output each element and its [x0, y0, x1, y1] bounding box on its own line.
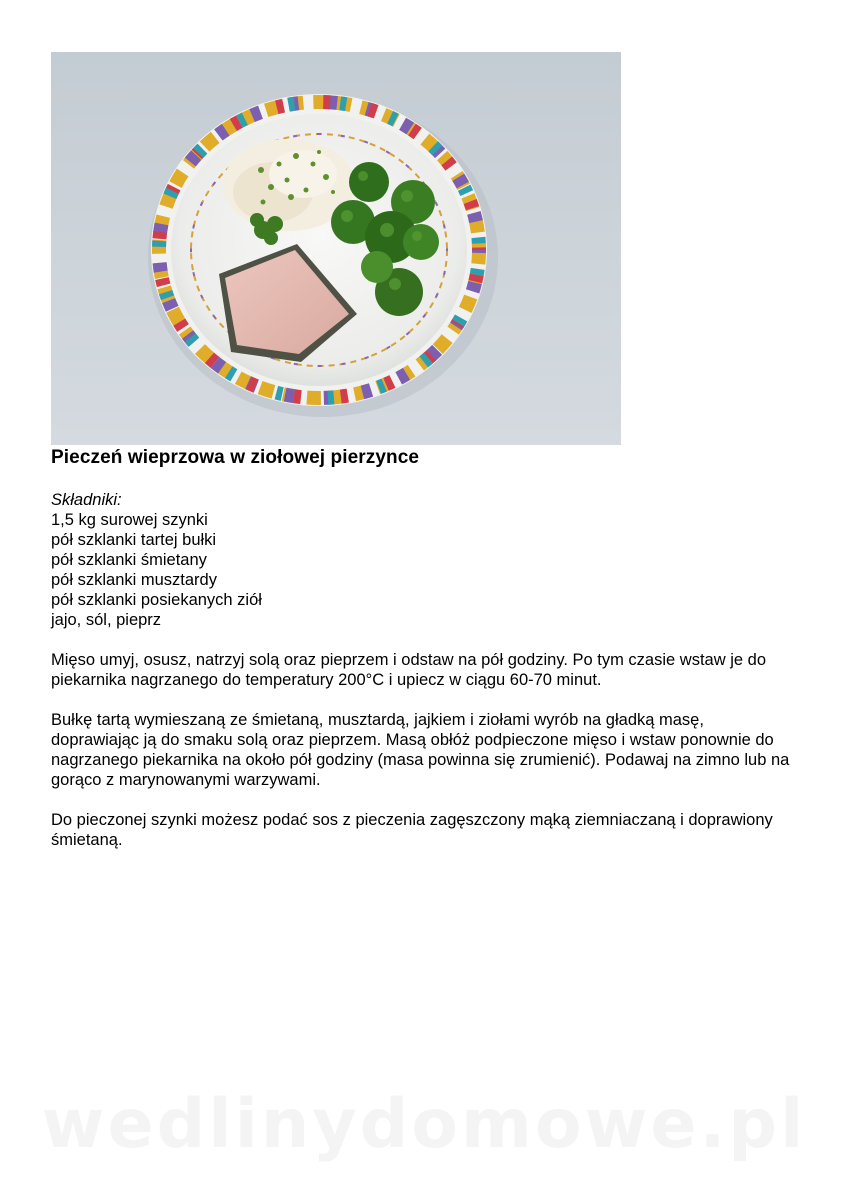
plate-illustration	[51, 52, 621, 445]
recipe-photo	[51, 52, 621, 445]
ingredient-item: pół szklanki posiekanych ziół	[51, 591, 262, 609]
instructions-paragraph: Mięso umyj, osusz, natrzyj solą oraz pieprzem i odstaw na pół godziny. Po tym czasie wstaw je do piekarnika nagrzanego do temperatury 200°C i upiecz w ciągu 60-70 minut.	[51, 651, 766, 689]
ingredients-list	[51, 510, 791, 630]
recipe-body	[51, 490, 791, 850]
watermark: wedlinydomowe.pl	[41, 1085, 807, 1164]
ingredients-label: Składniki:	[51, 491, 122, 509]
instructions-paragraph: Do pieczonej szynki możesz podać sos z pieczenia zagęszczony mąką ziemniaczaną i doprawiony śmietaną.	[51, 811, 773, 849]
ingredient-item: pół szklanki tartej bułki	[51, 531, 217, 549]
ingredient-item: jajo, sól, pieprz	[51, 611, 162, 629]
instructions-paragraph: Bułkę tartą wymieszaną ze śmietaną, musztardą, jajkiem i ziołami wyrób na gładką masę, doprawiając ją do smaku solą oraz pieprzem. Masą obłóż podpieczone mięso i wstaw ponownie do nagrzanego piekarnika na około pół godziny (masa powinna się zrumienić). Podawaj na zimno lub na gorąco z marynowanymi warzywami.	[51, 711, 790, 789]
ingredient-item: pół szklanki śmietany	[51, 551, 207, 569]
ingredient-item: pół szklanki musztardy	[51, 571, 217, 589]
recipe-title: Pieczeń wieprzowa w ziołowej pierzynce	[51, 447, 420, 468]
ingredient-item: 1,5 kg surowej szynki	[51, 511, 208, 529]
